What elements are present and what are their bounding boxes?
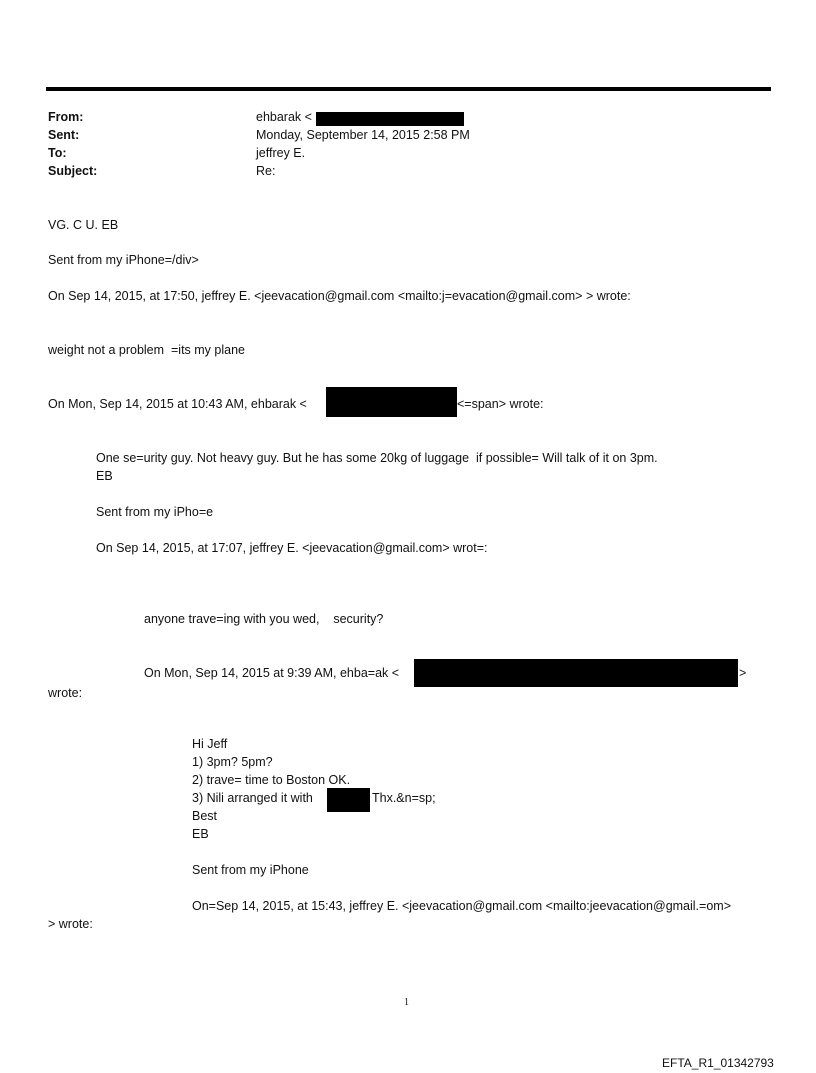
page-number: 1 <box>404 997 409 1008</box>
sent-value: Monday, September 14, 2015 2:58 PM <box>256 128 470 142</box>
redaction-block <box>414 659 738 687</box>
quote-line: > wrote: <box>48 917 93 931</box>
body-line: VG. C U. EB <box>48 218 119 232</box>
quote-line: anyone trave=ing with you wed, security? <box>144 612 384 626</box>
document-id: EFTA_R1_01342793 <box>662 1056 774 1070</box>
to-label: To: <box>48 146 67 160</box>
body-line: On Sep 14, 2015, at 17:50, jeffrey E. <jeevacation@gmail.com <mailto:j=evacation@gmail.com> > wrote: <box>48 289 631 303</box>
quote-line: 3) Nili arranged it with <box>192 791 313 805</box>
body-line: weight not a problem =its my plane <box>48 343 245 357</box>
quote-line: EB <box>192 827 209 841</box>
quote-line: On Sep 14, 2015, at 17:07, jeffrey E. <jeevacation@gmail.com> wrot=: <box>96 541 488 555</box>
quote-line: Sent from my iPho=e <box>96 505 214 519</box>
quote-line: wrote: <box>48 686 83 700</box>
body-line: On Mon, Sep 14, 2015 at 10:43 AM, ehbarak < <box>48 397 307 411</box>
redaction-block <box>316 112 464 126</box>
quote-line: Sent from my iPhone <box>192 863 309 877</box>
subject-value: Re: <box>256 164 276 178</box>
sent-label: Sent: <box>48 128 80 142</box>
quote-line: One se=urity guy. Not heavy guy. But he has some 20kg of luggage if possible= Will talk of it on 3pm. <box>96 451 658 465</box>
redaction-block <box>327 788 370 812</box>
quote-line: On Mon, Sep 14, 2015 at 9:39 AM, ehba=ak < <box>144 666 400 680</box>
quote-line: On=Sep 14, 2015, at 15:43, jeffrey E. <jeevacation@gmail.com <mailto:jeevacation@gmail.=om> <box>192 899 731 913</box>
body-line: <=span> wrote: <box>457 397 544 411</box>
quote-line: Hi Jeff <box>192 737 228 751</box>
quote-line: 2) trave= time to Boston OK. <box>192 773 351 787</box>
header-rule <box>46 87 771 91</box>
quote-line: EB <box>96 469 113 483</box>
to-value: jeffrey E. <box>256 146 306 160</box>
quote-line: 1) 3pm? 5pm? <box>192 755 273 769</box>
from-value: ehbarak < <box>256 110 312 124</box>
quote-line: Best <box>192 809 218 823</box>
from-label: From: <box>48 110 84 124</box>
redaction-block <box>326 387 457 417</box>
quote-line: > <box>739 666 747 680</box>
quote-line: Thx.&n=sp; <box>372 791 436 805</box>
subject-label: Subject: <box>48 164 98 178</box>
body-line: Sent from my iPhone=/div> <box>48 253 199 267</box>
